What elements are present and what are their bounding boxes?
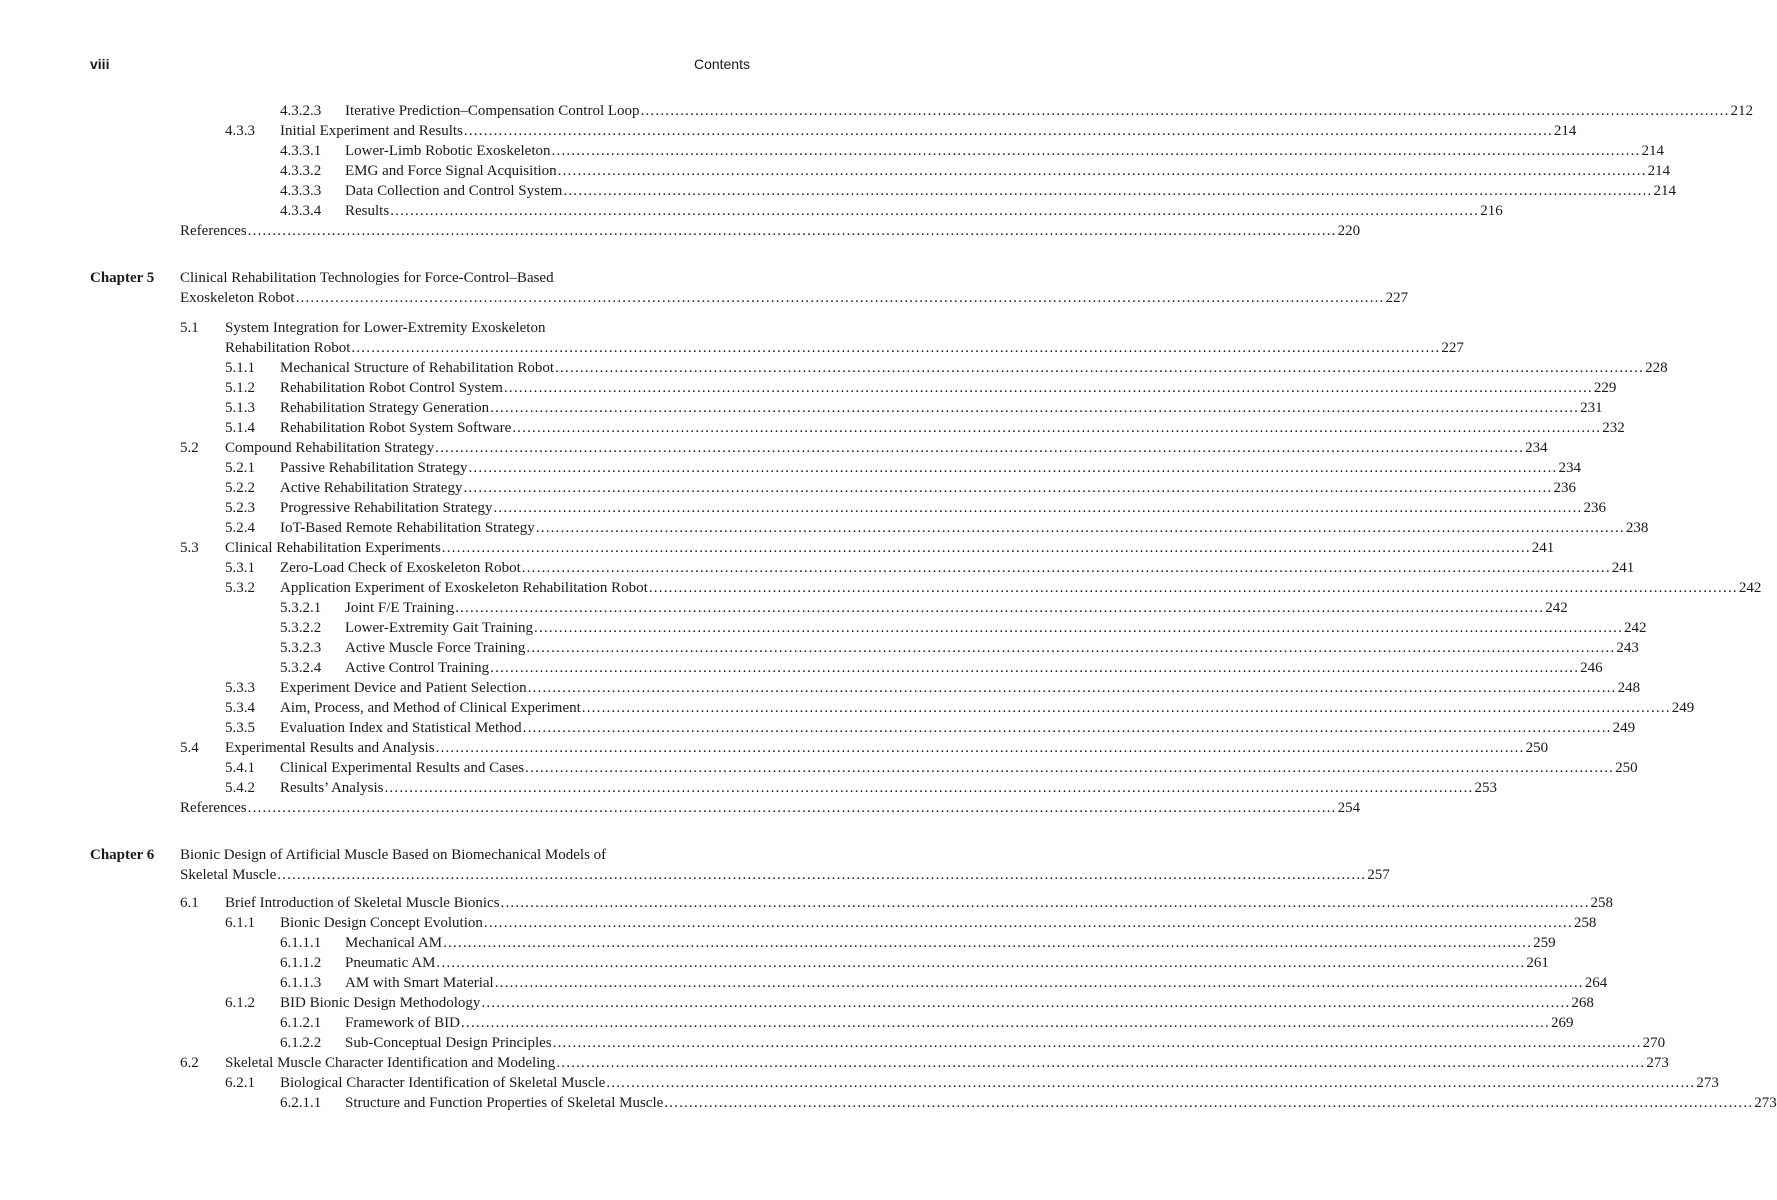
entry-title: Active Control Training: [345, 660, 490, 676]
entry-page: 212: [1730, 103, 1754, 119]
dot-leader: ............................................................................................................................................................................................................................: [441, 540, 1531, 556]
entry-number: 5.1.4: [225, 420, 255, 436]
dot-leader: ............................................................................................................................................................................................................................: [527, 680, 1617, 696]
entry-number: 6.1.1: [225, 915, 255, 931]
entry-number: 5.2.3: [225, 500, 255, 516]
entry-number: 6.1.1.1: [280, 935, 322, 951]
entry-title: Results: [345, 203, 390, 219]
dot-leader: ............................................................................................................................................................................................................................: [664, 1095, 1754, 1111]
page-number: viii: [90, 56, 110, 72]
toc-entry: [0, 558, 1635, 578]
entry-page: 229: [1593, 380, 1617, 396]
toc-entry: [0, 1013, 1574, 1033]
dot-leader: ............................................................................................................................................................................................................................: [648, 580, 1738, 596]
dot-leader: ............................................................................................................................................................................................................................: [557, 163, 1647, 179]
entry-number: 5.2.2: [225, 480, 255, 496]
toc-entry: [0, 498, 1606, 518]
entry-number: 5.2.1: [225, 460, 255, 476]
entry-title: Rehabilitation Robot Control System: [280, 380, 503, 396]
dot-leader: ............................................................................................................................................................................................................................: [521, 560, 1611, 576]
entry-page: 236: [1583, 500, 1606, 516]
entry-title: Clinical Experimental Results and Cases: [280, 760, 525, 776]
entry-number: 4.3.3.1: [280, 143, 322, 159]
chapter-title-line1: Clinical Rehabilitation Technologies for Force-Control–Based: [180, 270, 554, 286]
toc-entry: [0, 398, 1603, 418]
entry-page: 250: [1615, 760, 1638, 776]
entry-title: BID Bionic Design Methodology: [280, 995, 481, 1011]
entry-page: 238: [1625, 520, 1649, 536]
references-entry: [0, 221, 1361, 241]
dot-leader: ............................................................................................................................................................................................................................: [512, 420, 1602, 436]
entry-page: 273: [1754, 1095, 1777, 1111]
entry-title: AM with Smart Material: [345, 975, 494, 991]
toc-entry: [0, 778, 1497, 798]
dot-leader: ............................................................................................................................................................................................................................: [435, 740, 1525, 756]
toc-entry: [0, 973, 1608, 993]
entry-page: 270: [1642, 1035, 1666, 1051]
toc-entry: [0, 458, 1581, 478]
toc-entry: [0, 438, 1548, 458]
entry-number: 4.3.3.2: [280, 163, 322, 179]
entry-title: Experiment Device and Patient Selection: [280, 680, 527, 696]
dot-leader: ............................................................................................................................................................................................................................: [468, 460, 1558, 476]
entry-page: 242: [1738, 580, 1762, 596]
entry-number: 5.3.2.4: [280, 660, 322, 676]
toc-entry: [0, 893, 1614, 913]
entry-page: 249: [1671, 700, 1695, 716]
toc-entry: [0, 518, 1649, 538]
references-entry: [0, 798, 1361, 818]
entry-title: Application Experiment of Exoskeleton Rehabilitation Robot: [280, 580, 648, 596]
entry-page: 273: [1646, 1055, 1669, 1071]
entry-title: Skeletal Muscle Character Identification and Modeling: [225, 1055, 556, 1071]
entry-title: Sub-Conceptual Design Principles: [345, 1035, 552, 1051]
entry-title: Joint F/E Training: [345, 600, 455, 616]
toc-entry: [0, 598, 1568, 618]
entry-number: 5.3.2: [225, 580, 255, 596]
entry-page: 231: [1580, 400, 1603, 416]
dot-leader: ............................................................................................................................................................................................................................: [535, 520, 1625, 536]
entry-number: 6.1.1.3: [280, 975, 322, 991]
dot-leader: ............................................................................................................................................................................................................................: [563, 183, 1653, 199]
chapter-title-tail: Exoskeleton Robot: [180, 290, 295, 306]
dot-leader: ............................................................................................................................................................................................................................: [463, 123, 1553, 139]
entry-number: 5.2: [180, 440, 199, 456]
entry-number: 5.2.4: [225, 520, 255, 536]
toc-entry: [0, 1093, 1777, 1113]
entry-title: Mechanical AM: [345, 935, 443, 951]
entry-title: Experimental Results and Analysis: [225, 740, 435, 756]
chapter-title-line2: [0, 288, 1409, 308]
entry-title: Biological Character Identification of Skeletal Muscle: [280, 1075, 606, 1091]
dot-leader: ............................................................................................................................................................................................................................: [463, 480, 1553, 496]
entry-number: 5.4: [180, 740, 199, 756]
entry-title: Structure and Function Properties of Skeletal Muscle: [345, 1095, 664, 1111]
entry-page: 258: [1590, 895, 1614, 911]
chapter-label: Chapter 5: [90, 270, 155, 286]
entry-title: Rehabilitation Robot System Software: [280, 420, 512, 436]
entry-title: Compound Rehabilitation Strategy: [225, 440, 435, 456]
toc-entry: [0, 478, 1576, 498]
entry-page: 261: [1526, 955, 1549, 971]
entry-page: 253: [1474, 780, 1497, 796]
toc-entry: [0, 378, 1617, 398]
entry-number: 5.1.3: [225, 400, 255, 416]
entry-page: 214: [1641, 143, 1664, 159]
dot-leader: ............................................................................................................................................................................................................................: [552, 1035, 1642, 1051]
toc-entry: [0, 718, 1636, 738]
entry-number: 6.1.2.1: [280, 1015, 322, 1031]
dot-leader: ............................................................................................................................................................................................................................: [503, 380, 1593, 396]
entry-number: 4.3.3.4: [280, 203, 322, 219]
entry-title: Data Collection and Control System: [345, 183, 563, 199]
dot-leader: ............................................................................................................................................................................................................................: [443, 935, 1533, 951]
toc-entry: [0, 101, 1754, 121]
entry-page: 258: [1573, 915, 1597, 931]
entry-number: 5.4.2: [225, 780, 255, 796]
entry-title: Rehabilitation Robot: [225, 340, 351, 356]
toc-entry: [0, 181, 1676, 201]
toc-entry: [0, 953, 1549, 973]
dot-leader: ............................................................................................................................................................................................................................: [581, 700, 1671, 716]
entry-number: 5.3: [180, 540, 199, 556]
entry-title: Progressive Rehabilitation Strategy: [280, 500, 493, 516]
entry-title: Evaluation Index and Statistical Method: [280, 720, 522, 736]
dot-leader: ............................................................................................................................................................................................................................: [247, 800, 1337, 816]
entry-number: 5.3.4: [225, 700, 255, 716]
chapter-title-line1: Bionic Design of Artificial Muscle Based on Biomechanical Models of: [180, 847, 607, 863]
entry-page: 254: [1337, 800, 1361, 816]
entry-page: 250: [1525, 740, 1549, 756]
toc-entry: [0, 993, 1594, 1013]
entry-title: Mechanical Structure of Rehabilitation Robot: [280, 360, 555, 376]
dot-leader: ............................................................................................................................................................................................................................: [494, 975, 1584, 991]
entry-number: 5.3.3: [225, 680, 255, 696]
toc-entry: [0, 538, 1555, 558]
dot-leader: ............................................................................................................................................................................................................................: [436, 955, 1526, 971]
entry-page: 268: [1571, 995, 1594, 1011]
dot-leader: ............................................................................................................................................................................................................................: [534, 620, 1624, 636]
entry-page: 241: [1531, 540, 1555, 556]
toc-entry: [0, 698, 1695, 718]
entry-page: 214: [1653, 183, 1676, 199]
dot-leader: ............................................................................................................................................................................................................................: [490, 660, 1580, 676]
entry-page: 243: [1616, 640, 1639, 656]
entry-number: 4.3.3.3: [280, 183, 322, 199]
dot-leader: ............................................................................................................................................................................................................................: [247, 223, 1337, 239]
entry-number: 5.4.1: [225, 760, 255, 776]
dot-leader: ............................................................................................................................................................................................................................: [460, 1015, 1550, 1031]
dot-leader: ............................................................................................................................................................................................................................: [556, 1055, 1646, 1071]
dot-leader: ............................................................................................................................................................................................................................: [640, 103, 1730, 119]
entry-number: 4.3.2.3: [280, 103, 322, 119]
entry-page: 246: [1580, 660, 1603, 676]
entry-number: 6.1: [180, 895, 199, 911]
entry-page: 259: [1533, 935, 1556, 951]
dot-leader: ............................................................................................................................................................................................................................: [490, 400, 1580, 416]
entry-number: 6.1.2.2: [280, 1035, 322, 1051]
entry-page: 273: [1696, 1075, 1719, 1091]
toc-entry: [0, 358, 1668, 378]
toc-entry: [0, 758, 1638, 778]
entry-page: 264: [1584, 975, 1608, 991]
entry-title: Clinical Rehabilitation Experiments: [225, 540, 441, 556]
entry-page: 228: [1645, 360, 1668, 376]
entry-title: References: [180, 800, 247, 816]
entry-page: 242: [1624, 620, 1647, 636]
dot-leader: ............................................................................................................................................................................................................................: [522, 720, 1612, 736]
entry-number: 5.3.2.1: [280, 600, 322, 616]
entry-page: 249: [1612, 720, 1636, 736]
entry-title: Active Muscle Force Training: [345, 640, 526, 656]
toc-entry: [0, 318, 840, 338]
entry-page: 269: [1550, 1015, 1574, 1031]
chapter-label: Chapter 6: [90, 847, 155, 863]
entry-number: 6.2.1.1: [280, 1095, 322, 1111]
toc-entry: [0, 578, 1762, 598]
toc-entry: [0, 913, 1597, 933]
entry-number: 5.3.2.3: [280, 640, 322, 656]
entry-title: Brief Introduction of Skeletal Muscle Bionics: [225, 895, 500, 911]
dot-leader: ............................................................................................................................................................................................................................: [295, 290, 1385, 306]
entry-title: Results’ Analysis: [280, 780, 384, 796]
dot-leader: ............................................................................................................................................................................................................................: [483, 915, 1573, 931]
chapter-page: 257: [1367, 867, 1390, 883]
dot-leader: ............................................................................................................................................................................................................................: [500, 895, 1590, 911]
entry-title: References: [180, 223, 247, 239]
entry-page: 234: [1558, 460, 1581, 476]
toc-entry: [0, 658, 1603, 678]
entry-page: 227: [1441, 340, 1464, 356]
toc-entry: [0, 201, 1503, 221]
entry-title: EMG and Force Signal Acquisition: [345, 163, 557, 179]
entry-page: 214: [1553, 123, 1577, 139]
entry-page: 232: [1602, 420, 1625, 436]
dot-leader: ............................................................................................................................................................................................................................: [435, 440, 1525, 456]
toc-entry: [0, 338, 1464, 358]
toc-entry: [0, 141, 1664, 161]
entry-page: 236: [1553, 480, 1576, 496]
entry-title: Aim, Process, and Method of Clinical Experiment: [280, 700, 581, 716]
dot-leader: ............................................................................................................................................................................................................................: [493, 500, 1583, 516]
dot-leader: ............................................................................................................................................................................................................................: [455, 600, 1545, 616]
entry-title: Lower-Extremity Gait Training: [345, 620, 534, 636]
entry-title: System Integration for Lower-Extremity Exoskeleton: [225, 320, 546, 336]
toc-entry: [0, 1033, 1666, 1053]
toc-entry: [0, 678, 1641, 698]
dot-leader: ............................................................................................................................................................................................................................: [390, 203, 1480, 219]
dot-leader: ............................................................................................................................................................................................................................: [351, 340, 1441, 356]
entry-title: Framework of BID: [345, 1015, 460, 1031]
toc-entry: [0, 638, 1639, 658]
dot-leader: ............................................................................................................................................................................................................................: [606, 1075, 1696, 1091]
entry-page: 241: [1611, 560, 1635, 576]
entry-page: 248: [1617, 680, 1641, 696]
entry-title: Pneumatic AM: [345, 955, 436, 971]
toc-entry: [0, 738, 1549, 758]
entry-page: 242: [1545, 600, 1568, 616]
entry-number: 6.1.2: [225, 995, 255, 1011]
toc-entry: [0, 1073, 1719, 1093]
chapter-title-tail: Skeletal Muscle: [180, 867, 277, 883]
entry-number: 5.3.5: [225, 720, 255, 736]
entry-page: 216: [1480, 203, 1503, 219]
entry-title: Bionic Design Concept Evolution: [280, 915, 483, 931]
toc-entry: [0, 933, 1556, 953]
dot-leader: ............................................................................................................................................................................................................................: [277, 867, 1367, 883]
entry-number: 5.1.1: [225, 360, 255, 376]
entry-page: 220: [1337, 223, 1361, 239]
entry-number: 6.1.1.2: [280, 955, 322, 971]
dot-leader: ............................................................................................................................................................................................................................: [526, 640, 1616, 656]
dot-leader: ............................................................................................................................................................................................................................: [551, 143, 1641, 159]
toc-entry: [0, 161, 1671, 181]
entry-title: Zero-Load Check of Exoskeleton Robot: [280, 560, 521, 576]
entry-number: 5.3.1: [225, 560, 255, 576]
entry-number: 5.1: [180, 320, 199, 336]
running-title: Contents: [693, 56, 750, 72]
dot-leader: ............................................................................................................................................................................................................................: [384, 780, 1474, 796]
entry-page: 234: [1525, 440, 1548, 456]
entry-title: Rehabilitation Strategy Generation: [280, 400, 490, 416]
toc-entry: [0, 618, 1647, 638]
dot-leader: ............................................................................................................................................................................................................................: [481, 995, 1571, 1011]
entry-number: 4.3.3: [225, 123, 255, 139]
entry-number: 6.2.1: [225, 1075, 255, 1091]
dot-leader: ............................................................................................................................................................................................................................: [555, 360, 1645, 376]
entry-title: Active Rehabilitation Strategy: [280, 480, 463, 496]
entry-title: Initial Experiment and Results: [280, 123, 463, 139]
chapter-page: 227: [1385, 290, 1409, 306]
entry-title: IoT-Based Remote Rehabilitation Strategy: [280, 520, 535, 536]
chapter-title-line2: [0, 865, 1390, 885]
toc-entry: [0, 1053, 1669, 1073]
entry-title: Passive Rehabilitation Strategy: [280, 460, 468, 476]
dot-leader: ............................................................................................................................................................................................................................: [525, 760, 1615, 776]
toc-entry: [0, 121, 1577, 141]
entry-title: Lower-Limb Robotic Exoskeleton: [345, 143, 551, 159]
entry-number: 5.1.2: [225, 380, 255, 396]
entry-page: 214: [1647, 163, 1671, 179]
entry-number: 5.3.2.2: [280, 620, 322, 636]
entry-title: Iterative Prediction–Compensation Control Loop: [345, 103, 640, 119]
toc-entry: [0, 418, 1625, 438]
entry-number: 6.2: [180, 1055, 199, 1071]
